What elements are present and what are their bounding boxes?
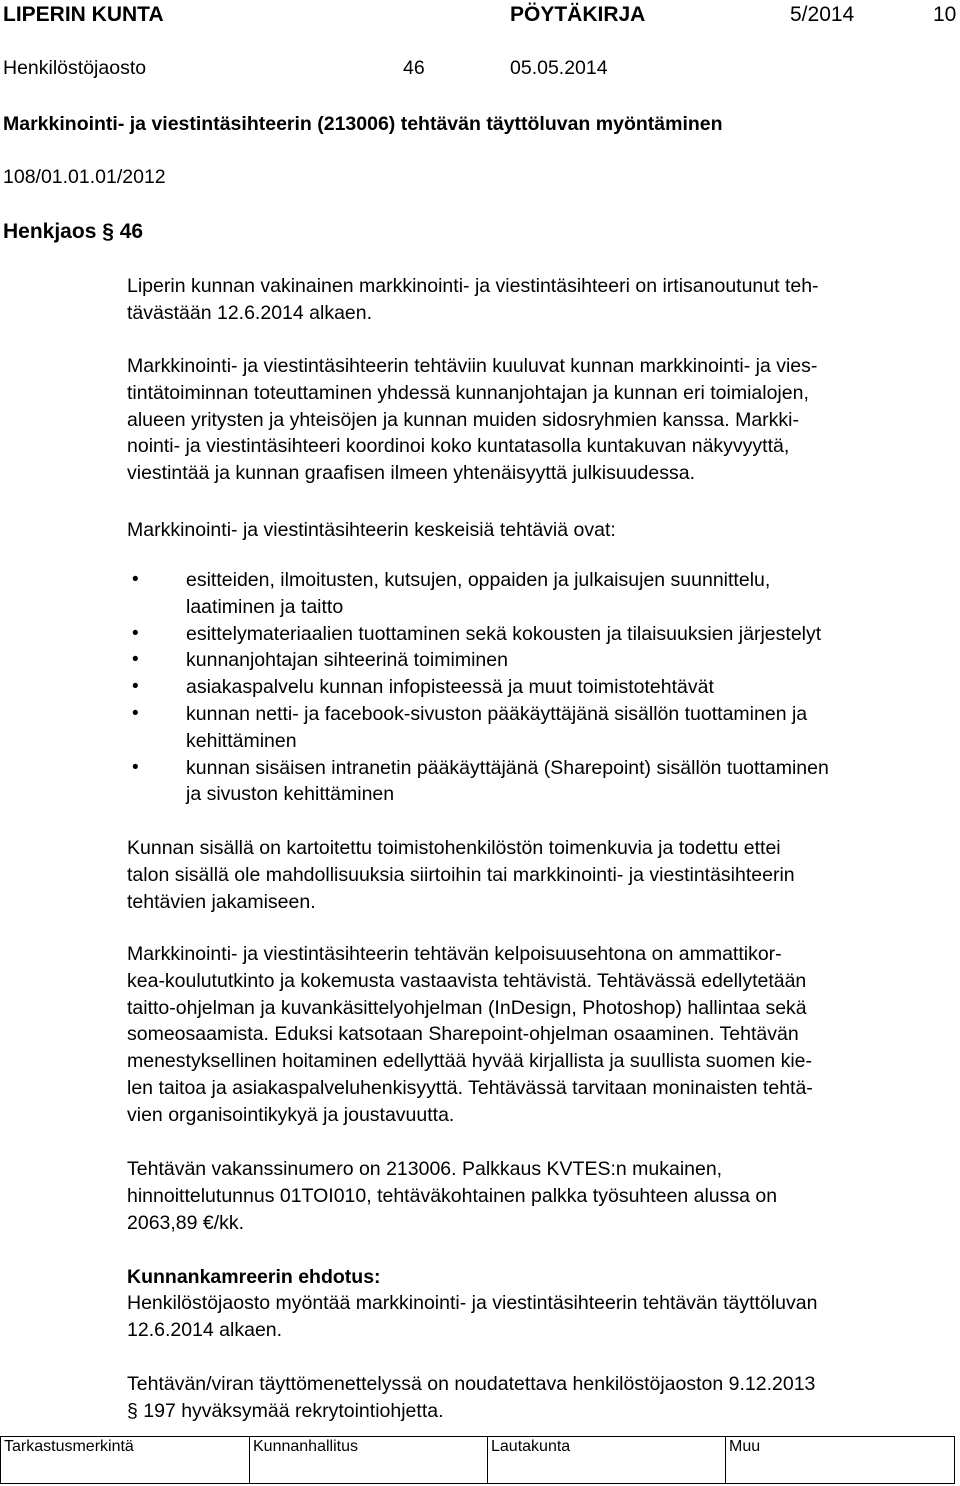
meeting-date: 05.05.2014 xyxy=(510,57,608,79)
list-item xyxy=(127,567,829,621)
footer-cell-inspection xyxy=(1,1437,249,1483)
text-line: Markkinointi- ja viestintäsihteerin tehtävän kelpoisuusehtona on ammattikor- xyxy=(127,943,782,965)
footer-table xyxy=(0,1436,955,1484)
list-item-line: laatiminen ja taitto xyxy=(186,595,344,618)
list-item xyxy=(127,701,829,755)
item-title: Markkinointi- ja viestintäsihteerin (213006) tehtävän täyttöluvan myöntäminen xyxy=(3,113,723,135)
proposal-text xyxy=(127,1290,817,1344)
list-item-line: kunnan netti- ja facebook-sivuston pääkäyttäjänä sisällön tuottaminen ja xyxy=(186,702,808,725)
footer-cell-other xyxy=(726,1437,954,1483)
footer-label: Kunnanhallitus xyxy=(253,1438,358,1455)
bullet-icon: • xyxy=(132,702,139,724)
text-line: Kunnankamreerin ehdotus: xyxy=(127,1266,381,1288)
task-list xyxy=(127,567,829,808)
list-item xyxy=(127,621,829,648)
paragraph-salary xyxy=(127,1156,777,1236)
bullet-icon: • xyxy=(132,756,139,778)
footer-label: Lautakunta xyxy=(491,1438,571,1455)
text-line: tävästään 12.6.2014 alkaen. xyxy=(127,301,373,324)
text-line: viestintää ja kunnan graafisen ilmeen yhtenäisyyttä julkisuudessa. xyxy=(127,462,695,485)
page-number: 10 xyxy=(933,3,957,26)
bullet-icon: • xyxy=(132,649,139,671)
footer-label: Muu xyxy=(729,1438,761,1455)
meeting-body: Henkilöstöjaosto xyxy=(3,57,147,79)
document-type: PÖYTÄKIRJA xyxy=(510,3,646,26)
tasks-intro xyxy=(127,517,616,544)
bullet-icon: • xyxy=(132,676,139,698)
text-line: len taitoa ja asiakaspalveluhenkisyyttä. Tehtävässä tarvitaan moninaisten tehtä- xyxy=(127,1076,813,1099)
text-line: menestyksellinen hoitaminen edellyttää hyvää kirjallista ja suullista suomen kie- xyxy=(127,1050,813,1073)
section-label: Henkjaos § 46 xyxy=(3,220,144,243)
section-number: 46 xyxy=(403,57,425,79)
text-line: someosaamista. Eduksi katsotaan Sharepoint-ohjelman osaaminen. Tehtävän xyxy=(127,1023,799,1046)
proposal-heading xyxy=(127,1264,381,1291)
footer-cell-committee xyxy=(488,1437,724,1483)
paragraph-duties xyxy=(127,353,817,487)
paragraph-internal-transfers xyxy=(127,835,795,915)
text-line: alueen yritysten ja yhteisöjen ja kunnan muiden sidosryhmien kanssa. Markki- xyxy=(127,408,799,431)
paragraph-recruitment xyxy=(127,1371,815,1425)
list-item-line: esittelymateriaalien tuottaminen sekä kokousten ja tilaisuuksien järjestelyt xyxy=(186,622,822,645)
list-item-line: kunnan sisäisen intranetin pääkäyttäjänä (Sharepoint) sisällön tuottaminen xyxy=(186,756,829,779)
text-line: Kunnan sisällä on kartoitettu toimistohenkilöstön toimenkuvia ja todettu ettei xyxy=(127,837,781,859)
reference-number: 108/01.01.01/2012 xyxy=(3,166,166,188)
text-line: vien organisointikykyä ja joustavuutta. xyxy=(127,1103,455,1126)
text-line: 12.6.2014 alkaen. xyxy=(127,1318,283,1341)
text-line: taitto-ohjelman ja kuvankäsittelyohjelman (InDesign, Photoshop) hallintaa sekä xyxy=(127,996,807,1019)
text-line: Liperin kunnan vakinainen markkinointi- ja viestintäsihteeri on irtisanoutunut teh- xyxy=(127,275,819,297)
paragraph-qualifications xyxy=(127,941,813,1129)
text-line: talon sisällä ole mahdollisuuksia siirtoihin tai markkinointi- ja viestintäsihteerin xyxy=(127,863,795,886)
list-item-line: kunnanjohtajan sihteerinä toimiminen xyxy=(186,649,508,672)
list-item-line: asiakaspalvelu kunnan infopisteessä ja muut toimistotehtävät xyxy=(186,676,714,699)
text-line: kea-koulututkinto ja kokemusta vastaavista tehtävistä. Tehtävässä edellytetään xyxy=(127,969,807,992)
text-line: Tehtävän/viran täyttömenettelyssä on noudatettava henkilöstöjaoston 9.12.2013 xyxy=(127,1373,816,1395)
org-name: LIPERIN KUNTA xyxy=(3,3,164,26)
text-line: hinnoittelutunnus 01TOI010, tehtäväkohtainen palkka työsuhteen alussa on xyxy=(127,1184,778,1207)
text-line: tehtävien jakamiseen. xyxy=(127,890,316,913)
text-line: nointi- ja viestintäsihteeri koordinoi koko kuntatasolla kuntakuvan näkyvyyttä, xyxy=(127,435,790,458)
text-line: § 197 hyväksymää rekrytointiohjetta. xyxy=(127,1399,444,1422)
paragraph-resignation xyxy=(127,273,819,327)
list-item xyxy=(127,647,829,674)
document-number: 5/2014 xyxy=(790,3,855,26)
bullet-icon: • xyxy=(132,622,139,644)
list-item xyxy=(127,755,829,809)
text-line: 2063,89 €/kk. xyxy=(127,1211,245,1234)
text-line: tintätoiminnan toteuttaminen yhdessä kunnanjohtajan ja kunnan eri toimialojen, xyxy=(127,381,809,404)
text-line: Henkilöstöjaosto myöntää markkinointi- ja viestintäsihteerin tehtävän täyttöluvan xyxy=(127,1292,818,1314)
footer-label: Tarkastusmerkintä xyxy=(4,1438,134,1455)
list-item-line: esitteiden, ilmoitusten, kutsujen, oppaiden ja julkaisujen suunnittelu, xyxy=(186,569,771,591)
list-item xyxy=(127,674,829,701)
list-item-line: ja sivuston kehittäminen xyxy=(186,783,395,806)
text-line: Markkinointi- ja viestintäsihteerin tehtäviin kuuluvat kunnan markkinointi- ja vies- xyxy=(127,355,818,377)
text-line: Tehtävän vakanssinumero on 213006. Palkkaus KVTES:n mukainen, xyxy=(127,1158,723,1180)
footer-cell-board xyxy=(250,1437,486,1483)
text-line: Markkinointi- ja viestintäsihteerin keskeisiä tehtäviä ovat: xyxy=(127,519,616,541)
list-item-line: kehittäminen xyxy=(186,729,297,752)
bullet-icon: • xyxy=(132,569,139,590)
